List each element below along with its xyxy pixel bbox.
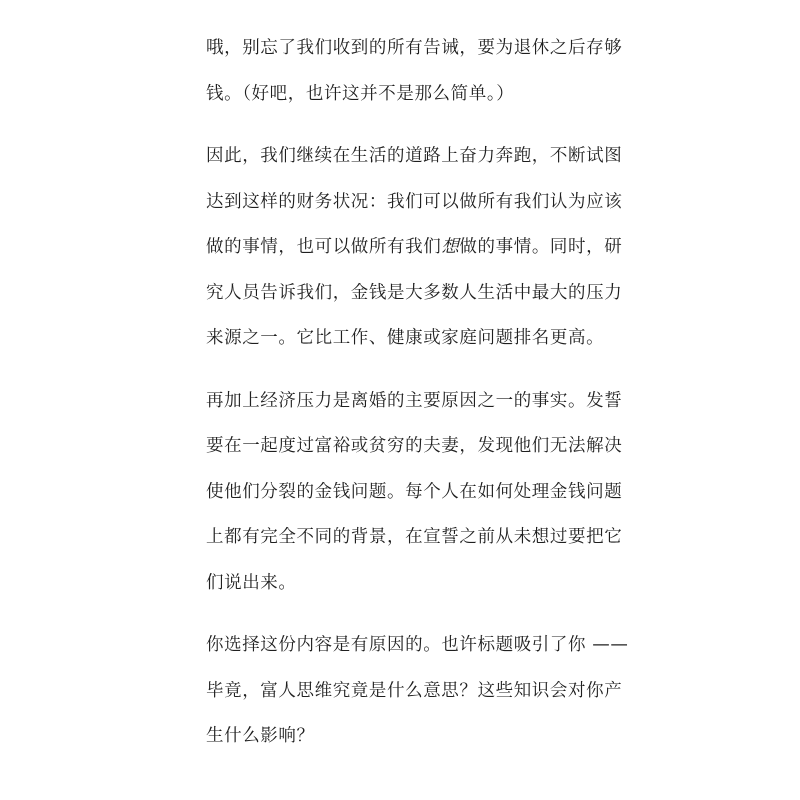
text-line: 钱。（好吧，也许这并不是那么简单。） (206, 83, 515, 104)
text-line: 你选择这份内容是有原因的。也许标题吸引了你 —— (206, 635, 629, 655)
text-line (206, 225, 623, 271)
article-body (206, 26, 629, 777)
text-line: 毕竟，富人思维究竟是什么意思？这些知识会对你产 (206, 680, 623, 701)
text-line: 再加上经济压力是离婚的主要原因之一的事实。发誓 (206, 390, 623, 411)
text-line: 使他们分裂的金钱问题。每个人在如何处理金钱问题 (206, 481, 623, 502)
text-line: 们说出来。 (206, 572, 297, 593)
text-fragment: 做的事情，也可以做所有我们 (206, 237, 442, 257)
paragraph (206, 26, 623, 117)
paragraph (206, 623, 629, 760)
text-line: 上都有完全不同的背景，在宣誓之前从未想过要把它 (206, 527, 623, 547)
text-line: 来源之一。它比工作、健康或家庭问题排名更高。 (206, 328, 605, 348)
text-line: 因此，我们继续在生活的道路上奋力奔跑，不断试图 (206, 146, 623, 166)
paragraph (206, 134, 623, 362)
text-line: 要在一起度过富裕或贫穷的夫妻，发现他们无法解决 (206, 436, 623, 456)
text-line: 究人员告诉我们，金钱是大多数人生活中最大的压力 (206, 282, 623, 303)
text-line: 达到这样的财务状况：我们可以做所有我们认为应该 (206, 191, 623, 212)
emphasized-word: 想 (441, 237, 460, 257)
text-fragment: 做的事情。同时，研 (459, 237, 623, 257)
text-line: 哦，别忘了我们收到的所有告诫，要为退休之后存够 (206, 38, 623, 58)
text-line: 生什么影响？ (206, 726, 315, 746)
paragraph (206, 379, 623, 607)
